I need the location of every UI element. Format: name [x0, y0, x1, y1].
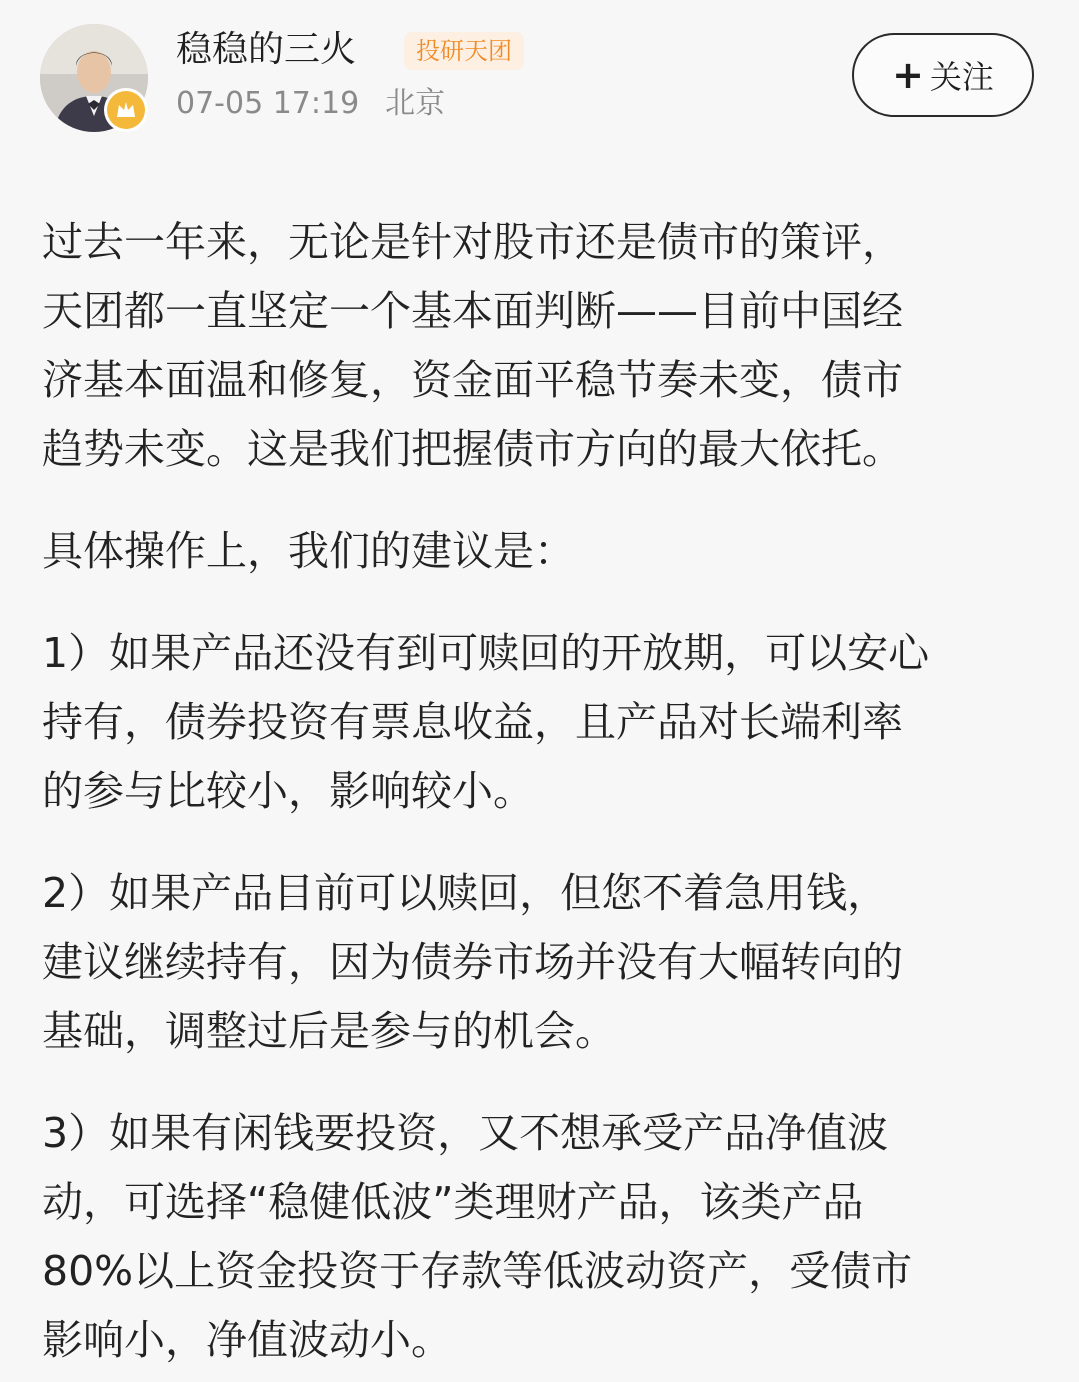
- verified-badge: [104, 88, 148, 132]
- post-body: [42, 208, 1042, 1375]
- text-line: 天团都一直坚定一个基本面判断——目前中国经: [42, 287, 903, 335]
- paragraph-4: [42, 859, 1042, 1066]
- text-line: 动，可选择“稳健低波”类理财产品，该类产品: [42, 1178, 864, 1226]
- text-line: 趋势未变。这是我们把握债市方向的最大依托。: [42, 425, 903, 473]
- post-header: [0, 0, 1079, 170]
- follow-button-label: 关注: [929, 58, 994, 96]
- paragraph-2: [42, 517, 1042, 586]
- plus-icon: +: [892, 53, 924, 97]
- paragraph-3: [42, 619, 1042, 826]
- text-line: 过去一年来，无论是针对股市还是债市的策评，: [42, 218, 903, 266]
- text-line: 3）如果有闲钱要投资，又不想承受产品净值波: [42, 1109, 889, 1157]
- text-line: 基础，调整过后是参与的机会。: [42, 1007, 616, 1055]
- text-line: 济基本面温和修复，资金面平稳节奏未变，债市: [42, 356, 903, 404]
- text-line: 建议继续持有，因为债券市场并没有大幅转向的: [42, 938, 903, 986]
- follow-button[interactable]: [852, 33, 1034, 117]
- crown-badge-icon: [107, 91, 145, 129]
- post-location: 北京: [385, 86, 446, 121]
- text-line: 影响小，净值波动小。: [42, 1316, 452, 1364]
- text-line: 1）如果产品还没有到可赎回的开放期，可以安心: [42, 629, 930, 677]
- paragraph-1: [42, 208, 1042, 484]
- text-line: 80%以上资金投资于存款等低波动资产，受债市: [42, 1247, 913, 1295]
- text-line: 的参与比较小，影响较小。: [42, 767, 534, 815]
- text-line: 2）如果产品目前可以赎回，但您不着急用钱，: [42, 869, 889, 917]
- author-tag[interactable]: 投研天团: [404, 32, 524, 70]
- text-line: 持有，债券投资有票息收益，且产品对长端利率: [42, 698, 903, 746]
- post-meta: [176, 82, 445, 126]
- author-name[interactable]: 稳稳的三火: [176, 29, 357, 70]
- text-line: 具体操作上，我们的建议是：: [42, 527, 575, 575]
- post-time: 07-05 17:19: [176, 86, 360, 121]
- paragraph-5: [42, 1099, 1042, 1375]
